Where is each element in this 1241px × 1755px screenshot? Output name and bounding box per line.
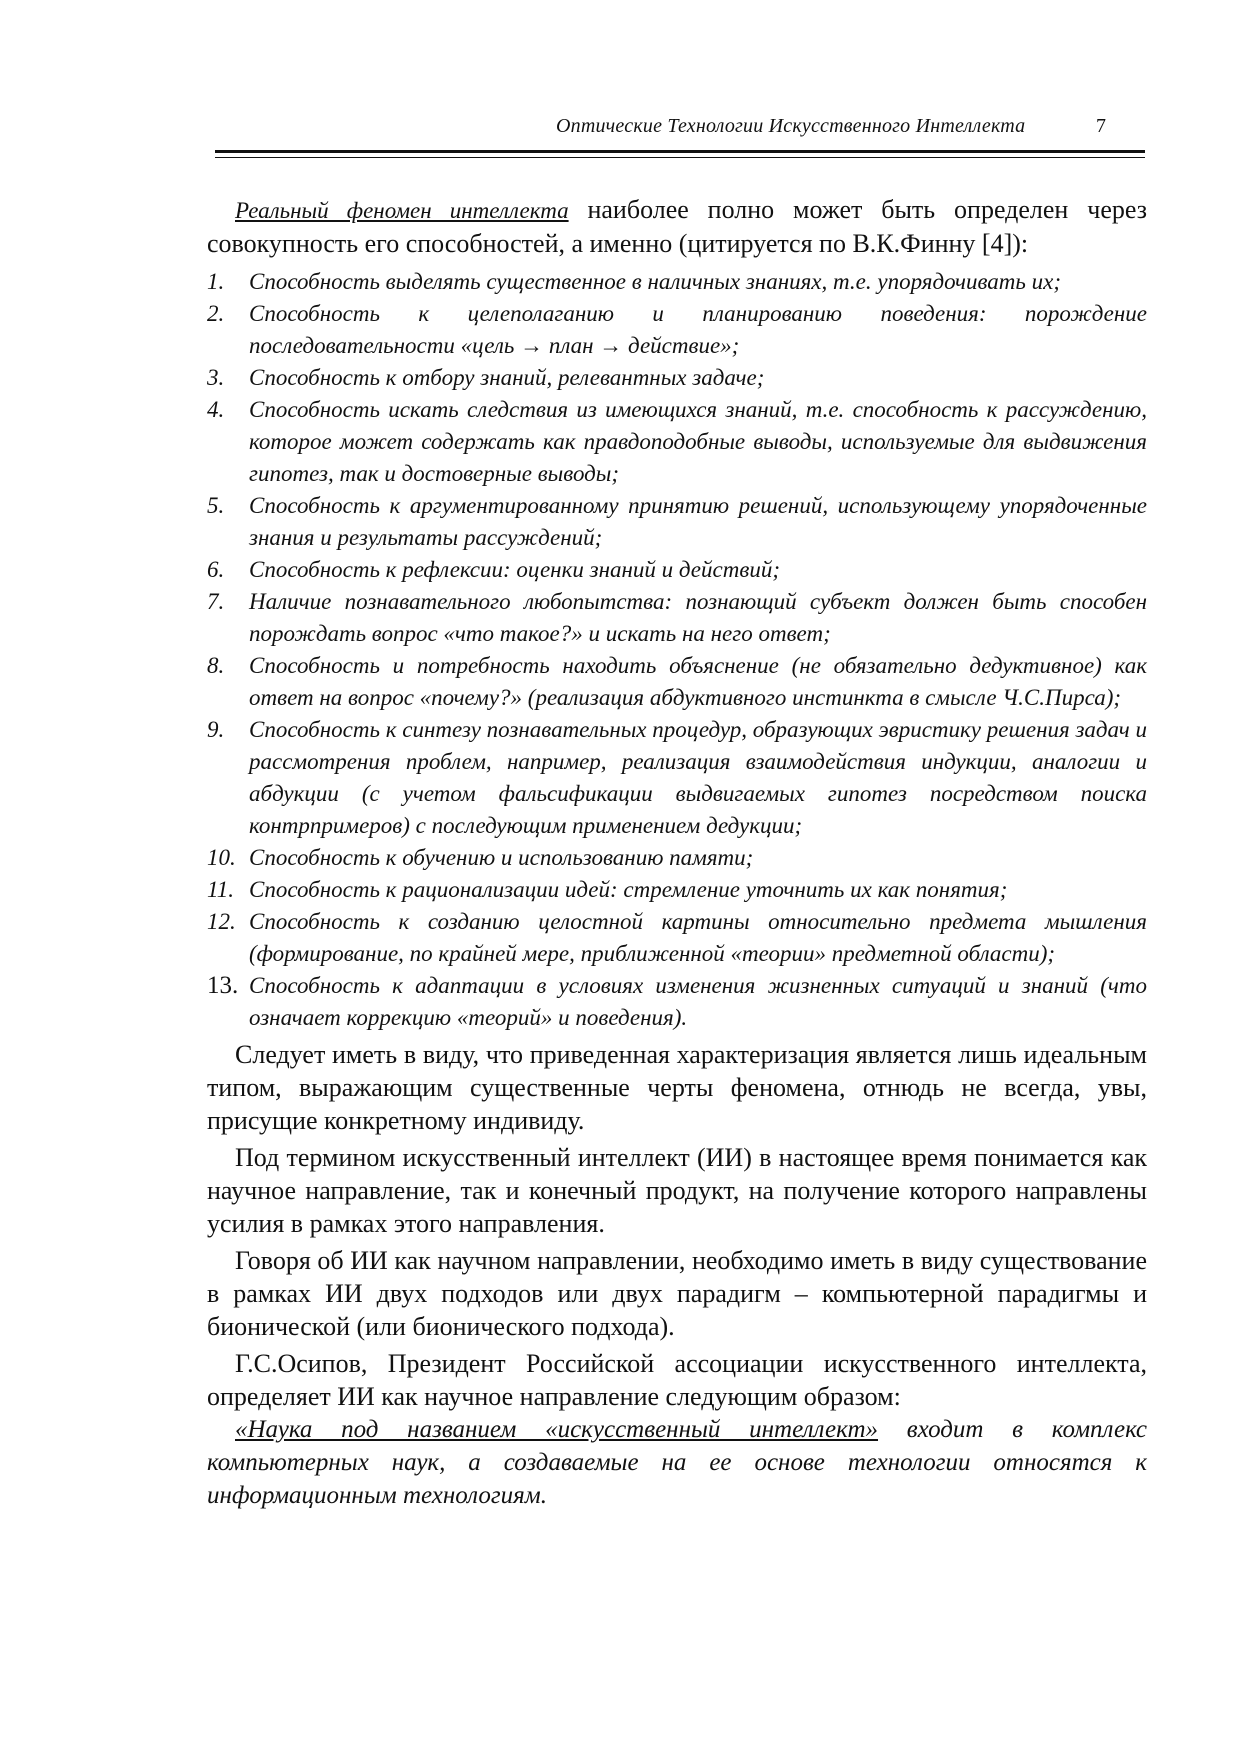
page-number: 7 bbox=[1096, 115, 1106, 137]
list-item-text: Способность и потребность находить объяснение (не обязательно дедуктивное) как ответ на вопрос «почему?» (реализация абдуктивного инстинкта в смысле Ч.С.Пирса); bbox=[249, 653, 1147, 710]
list-item bbox=[207, 362, 1147, 394]
list-item-number: 11. bbox=[207, 877, 235, 902]
list-item bbox=[207, 586, 1147, 650]
list-item-text: Наличие познавательного любопытства: познающий субъект должен быть способен порождать вопрос «что такое?» и искать на него ответ; bbox=[249, 589, 1147, 646]
list-item bbox=[207, 298, 1147, 362]
list-item bbox=[207, 490, 1147, 554]
list-item bbox=[207, 394, 1147, 490]
list-item-text: Способность к созданию целостной картины относительно предмета мышления (формирование, по крайней мере, приближенной «теории» предметной области); bbox=[249, 909, 1147, 966]
header-rule-thin bbox=[215, 157, 1145, 158]
list-item-number: 13. bbox=[207, 972, 239, 999]
definition-text: входит в комплекс компьютерных наук, а создаваемые на ее основе технологии относятся к информационным технологиям. bbox=[207, 1416, 1147, 1509]
list-item bbox=[207, 266, 1147, 298]
list-item-text: Способность искать следствия из имеющихся знаний, т.е. способность к рассуждению, которое может содержать как правдоподобные выводы, используемые для выдвижения гипотез, так и достоверные выводы; bbox=[249, 397, 1147, 486]
list-item-text: Способность к адаптации в условиях изменения жизненных ситуаций и знаний (что означает коррекцию «теорий» и поведения). bbox=[249, 973, 1147, 1030]
list-item bbox=[207, 906, 1147, 970]
list-item-number: 3. bbox=[207, 365, 225, 390]
list-item-text: Способность к синтезу познавательных процедур, образующих эвристику решения задач и рассмотрения проблем, например, реализация взаимодействия индукции, аналогии и абдукции (с учетом фальсификации выдвигаемых гипотез посредством поиска контрпримеров) с последующим применением дедукции; bbox=[249, 717, 1147, 838]
list-item bbox=[207, 650, 1147, 714]
list-item-text: Способность к аргументированному принятию решений, использующему упорядоченные знания и результаты рассуждений; bbox=[249, 493, 1147, 550]
body-paragraph: Говоря об ИИ как научном направлении, необходимо иметь в виду существование в рамках ИИ двух подходов или двух парадигм – компьютерной парадигмы и бионической (или бионического подхода). bbox=[207, 1246, 1147, 1341]
header-rule-thick bbox=[215, 150, 1145, 153]
list-item-number: 7. bbox=[207, 589, 225, 614]
abilities-list bbox=[207, 266, 1147, 1034]
list-item-number: 2. bbox=[207, 301, 225, 326]
list-item-text: Способность к рационализации идей: стремление уточнить их как понятия; bbox=[249, 877, 1008, 902]
list-item-text: Способность выделять существенное в наличных знаниях, т.е. упорядочивать их; bbox=[249, 269, 1061, 294]
definition-term: «Наука под названием «искусственный интеллект» bbox=[235, 1416, 879, 1443]
list-item-number: 10. bbox=[207, 845, 236, 870]
list-item bbox=[207, 970, 1147, 1034]
list-item-number: 8. bbox=[207, 653, 225, 678]
running-header-title: Оптические Технологии Искусственного Интеллекта bbox=[556, 115, 1026, 137]
list-item bbox=[207, 554, 1147, 586]
body-paragraph: Следует иметь в виду, что приведенная характеризация является лишь идеальным типом, выражающим существенные черты феномена, отнюдь не всегда, увы, присущие конкретному индивиду. bbox=[207, 1040, 1147, 1135]
body-paragraph: Под термином искусственный интеллект (ИИ) в настоящее время понимается как научное направление, так и конечный продукт, на получение которого направлены усилия в рамках этого направления. bbox=[207, 1143, 1147, 1238]
body-paragraph: Г.С.Осипов, Президент Российской ассоциации искусственного интеллекта, определяет ИИ как научное направление следующим образом: bbox=[207, 1349, 1147, 1411]
list-item-text: Способность к обучению и использованию памяти; bbox=[249, 845, 754, 870]
intro-term: Реальный феномен интеллекта bbox=[235, 198, 569, 223]
list-item-text: Способность к рефлексии: оценки знаний и действий; bbox=[249, 557, 780, 582]
list-item-number: 9. bbox=[207, 717, 225, 742]
list-item-number: 1. bbox=[207, 269, 225, 294]
page-body bbox=[207, 193, 1147, 1512]
list-item-number: 5. bbox=[207, 493, 225, 518]
intro-text: наиболее полно может быть определен через совокупность его способностей, а именно (цитируется по В.К.Финну [4]): bbox=[207, 195, 1147, 258]
definition-paragraph bbox=[207, 1413, 1147, 1512]
list-item bbox=[207, 842, 1147, 874]
list-item-text: Способность к отбору знаний, релевантных задаче; bbox=[249, 365, 765, 390]
list-item-text: Способность к целеполаганию и планированию поведения: порождение последовательности «цель → план → действие»; bbox=[249, 301, 1147, 358]
list-item bbox=[207, 714, 1147, 842]
intro-paragraph bbox=[207, 193, 1147, 260]
list-item bbox=[207, 874, 1147, 906]
list-item-number: 4. bbox=[207, 397, 225, 422]
list-item-number: 6. bbox=[207, 557, 225, 582]
list-item-number: 12. bbox=[207, 909, 236, 934]
